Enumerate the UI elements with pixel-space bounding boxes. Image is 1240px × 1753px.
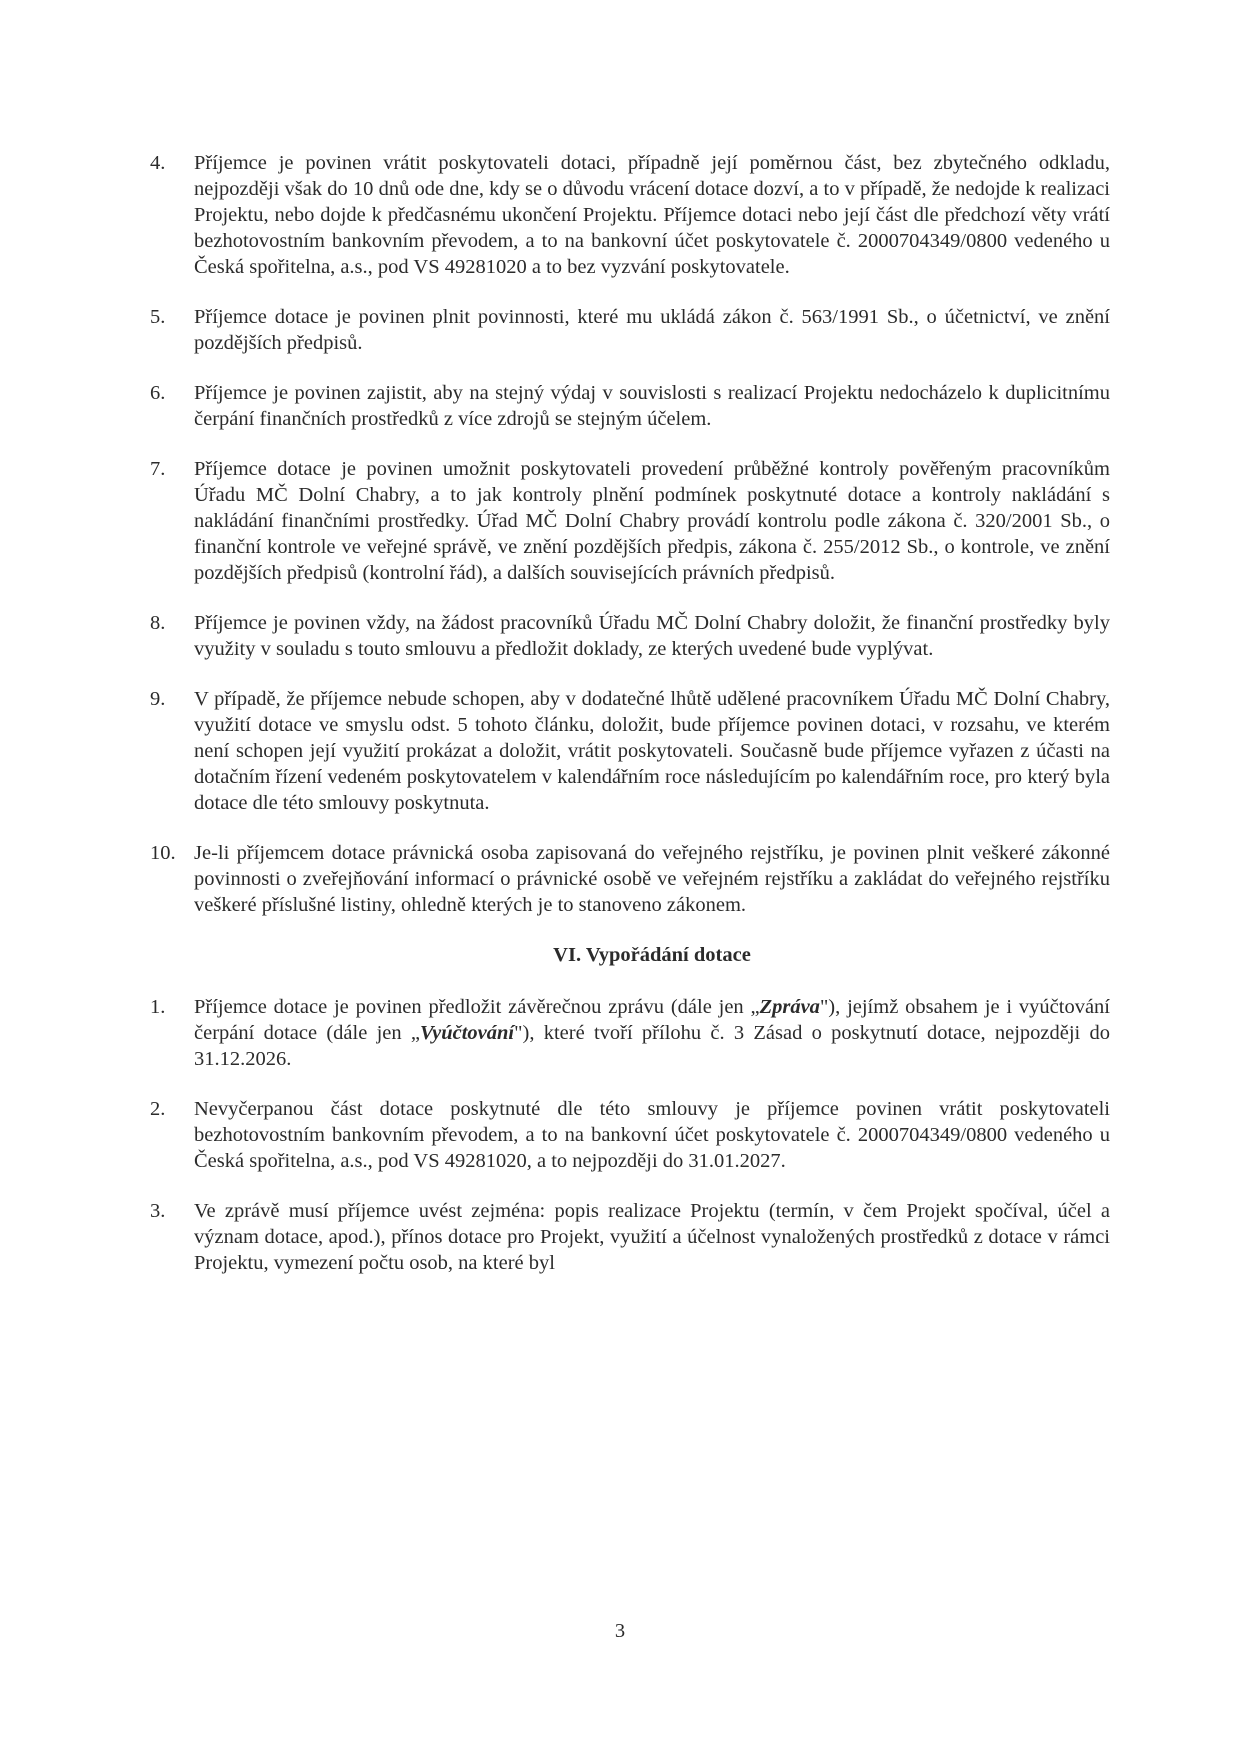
clause-text: Příjemce je povinen vrátit poskytovateli dotaci, případně její poměrnou část, bez zbytečného odkladu, nejpozději však do 10 dnů ode dne, kdy se o důvodu vrácení dotace dozví, a to v případě, že nedojde k realizaci Projektu, nebo dojde k předčasnému ukončení Projektu. Příjemce dotaci nebo její část dle předchozí věty vrátí bezhotovostním bankovním převodem, a to na bankovní účet poskytovatele č. 2000704349/0800 vedeného u Česká spořitelna, a.s., pod VS 49281020 a to bez vyzvání poskytovatele.	[194, 152, 1110, 278]
clause-6-3	[150, 1198, 1110, 1276]
clause-6-2	[150, 1096, 1110, 1174]
clause-5-5	[150, 304, 1110, 356]
clause-text: V případě, že příjemce nebude schopen, aby v dodatečné lhůtě udělené pracovníkem Úřadu MČ Dolní Chabry, využití dotace ve smyslu odst. 5 tohoto článku, doložit, bude příjemce povinen dotaci, v rozsahu, ve kterém není schopen její využití prokázat a doložit, vrátit poskytovateli. Současně bude příjemce vyřazen z účasti na dotačním řízení vedeném poskytovatelem v kalendářním roce následujícím po kalendářním roce, pro který byla dotace dle této smlouvy poskytnuta.	[194, 688, 1110, 814]
defined-term-vyuctovani: Vyúčtování	[419, 1022, 515, 1044]
clause-number: 5.	[150, 306, 166, 328]
clause-5-9	[150, 686, 1110, 816]
clause-number: 10.	[150, 842, 176, 864]
clause-number: 3.	[150, 1200, 166, 1222]
clause-text: Příjemce dotace je povinen umožnit poskytovateli provedení průběžné kontroly pověřeným pracovníkům Úřadu MČ Dolní Chabry, a to jak kontroly plnění podmínek poskytnuté dotace a kontroly nakládání s nakládání finančními prostředky. Úřad MČ Dolní Chabry provádí kontrolu podle zákona č. 320/2001 Sb., o finanční kontrole ve veřejné správě, ve znění pozdějších předpis, zákona č. 255/2012 Sb., o kontrole, ve znění pozdějších předpisů (kontrolní řád), a dalších souvisejících právních předpisů.	[194, 458, 1110, 584]
clause-number: 8.	[150, 612, 166, 634]
clause-5-10	[150, 840, 1110, 918]
clause-text: Ve zprávě musí příjemce uvést zejména: popis realizace Projektu (termín, v čem Projekt spočíval, účel a význam dotace, apod.), přínos dotace pro Projekt, využití a účelnost vynaložených prostředků z dotace v rámci Projektu, vymezení počtu osob, na které byl	[194, 1200, 1110, 1274]
clause-text: Příjemce dotace je povinen plnit povinnosti, které mu ukládá zákon č. 563/1991 Sb., o účetnictví, ve znění pozdějších předpisů.	[194, 306, 1110, 354]
clause-text	[194, 994, 1110, 1072]
clause-text: Nevyčerpanou část dotace poskytnuté dle této smlouvy je příjemce povinen vrátit poskytovateli bezhotovostním bankovním převodem, a to na bankovní účet poskytovatele č. 2000704349/0800 vedeného u Česká spořitelna, a.s., pod VS 49281020, a to nejpozději do 31.01.2027.	[194, 1098, 1110, 1172]
clause-number: 7.	[150, 458, 166, 480]
clause-text-part: "), jejímž obsahem je i vyúčtování čerpání dotace (dále jen „	[194, 996, 1110, 1044]
clause-text-part: Příjemce dotace je povinen předložit závěrečnou zprávu (dále jen „	[194, 996, 760, 1018]
document-body	[150, 150, 1110, 1300]
section-heading: VI. Vypořádání dotace	[553, 944, 751, 966]
clause-5-6	[150, 380, 1110, 432]
clause-text: Je-li příjemcem dotace právnická osoba zapisovaná do veřejného rejstříku, je povinen plnit veškeré zákonné povinnosti o zveřejňování informací o právnické osobě ve veřejném rejstříku a zakládat do veřejného rejstříku veškeré příslušné listiny, ohledně kterých je to stanoveno zákonem.	[194, 842, 1110, 916]
clause-number: 6.	[150, 382, 166, 404]
clause-number: 9.	[150, 688, 166, 710]
clause-number: 2.	[150, 1098, 166, 1120]
clause-text-part: "), které tvoří přílohu č. 3 Zásad o poskytnutí dotace, nejpozději do 31.12.2026.	[194, 1022, 1110, 1070]
clause-number: 4.	[150, 152, 166, 174]
clause-number: 1.	[150, 996, 166, 1018]
page-number: 3	[614, 1620, 626, 1642]
clause-5-4	[150, 150, 1110, 280]
defined-term-zprava: Zpráva	[759, 996, 820, 1018]
clause-text: Příjemce je povinen vždy, na žádost pracovníků Úřadu MČ Dolní Chabry doložit, že finanční prostředky byly využity v souladu s touto smlouvu a předložit doklady, ze kterých uvedené bude vyplývat.	[194, 612, 1110, 660]
clause-6-1	[150, 994, 1110, 1072]
clause-text: Příjemce je povinen zajistit, aby na stejný výdaj v souvislosti s realizací Projektu nedocházelo k duplicitnímu čerpání finančních prostředků z více zdrojů se stejným účelem.	[194, 382, 1110, 430]
clause-5-8	[150, 610, 1110, 662]
clause-5-7	[150, 456, 1110, 586]
